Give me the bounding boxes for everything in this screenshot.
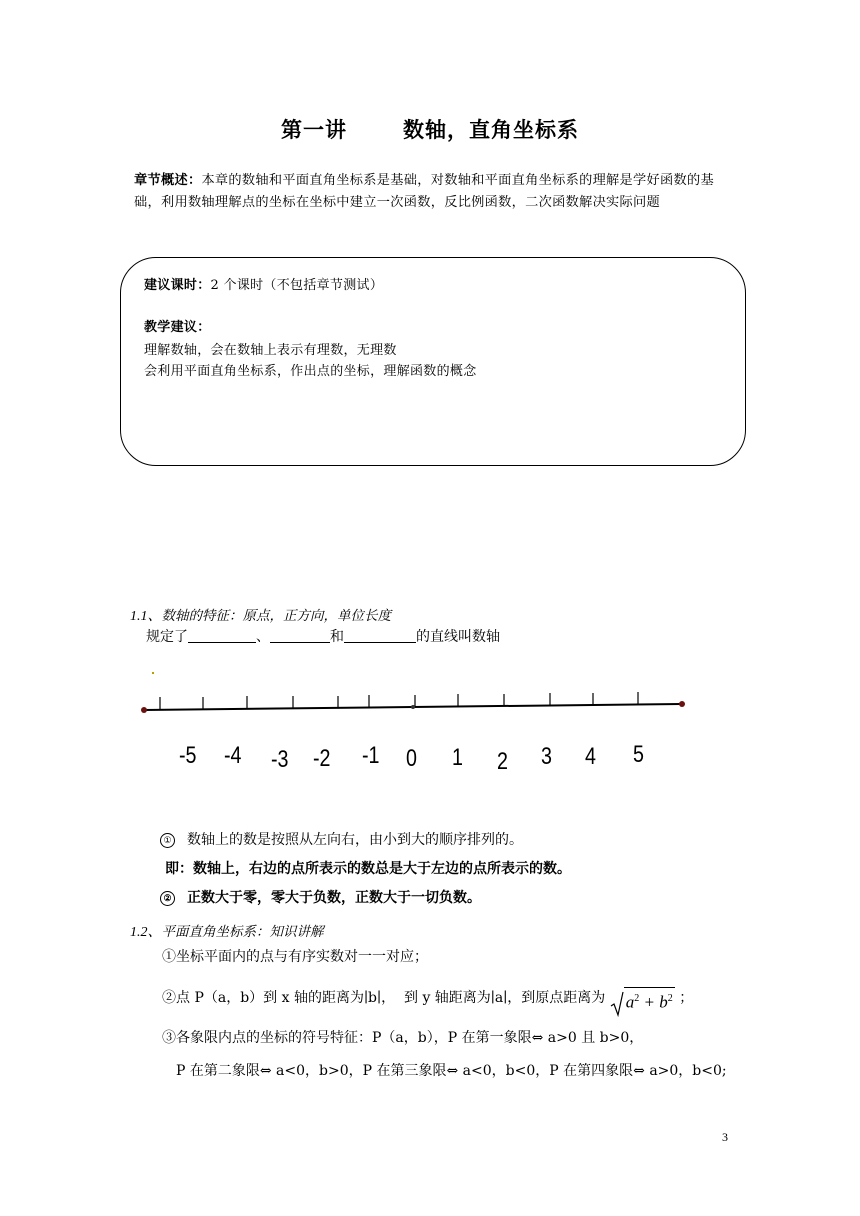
- coord-item-2a: ②点 P（a，b）到 x 轴的距离为∣b∣，: [162, 990, 396, 1006]
- tick-label-3: 3: [541, 743, 552, 770]
- point-1-note: 即：数轴上，右边的点所表示的数总是大于左边的点所表示的数。: [165, 861, 571, 877]
- chapter-overview: [134, 170, 734, 214]
- tick-label-neg3: -3: [271, 746, 289, 773]
- teaching-line-2: 会利用平面直角坐标系，作出点的坐标，理解函数的概念: [144, 364, 477, 379]
- suggested-hours: [144, 276, 383, 296]
- section-1-1-num: 1.1、: [130, 609, 162, 624]
- stray-mark: [152, 672, 154, 674]
- axis-right-end: [679, 701, 685, 707]
- coord-item-3: ③各象限内点的坐标的符号特征：P（a，b），P 在第一象限⇔ a>0 且 b>0，: [162, 1030, 644, 1046]
- axis-left-end: [141, 707, 147, 713]
- hours-label: 建议课时：: [144, 278, 211, 293]
- tick-label-1: 1: [452, 744, 463, 771]
- tick-label-neg2: -2: [313, 745, 331, 772]
- overview-label: 章节概述：: [134, 173, 202, 188]
- hours-text: 2 个课时（不包括章节测试）: [210, 278, 384, 293]
- section-1-2-heading: [130, 920, 324, 941]
- point-1: [160, 829, 523, 849]
- blank-1[interactable]: [188, 627, 256, 643]
- blank-2[interactable]: [270, 627, 330, 643]
- point-1-num: ①: [160, 833, 175, 848]
- page-title: [0, 114, 860, 144]
- tick-label-2: 2: [497, 748, 508, 775]
- point-1-text: 数轴上的数是按照从左向右，由小到大的顺序排列的。: [187, 832, 523, 848]
- tick-label-4: 4: [585, 743, 596, 770]
- tick-label-neg5: -5: [179, 742, 197, 769]
- tick-label-5: 5: [633, 741, 644, 768]
- overview-text: 本章的数轴和平面直角坐标系是基础，对数轴和平面直角坐标系的理解是学好函数的基础，利用数轴理解点的坐标在坐标中建立一次函数，反比例函数，二次函数解决实际问题: [134, 173, 714, 210]
- point-2: [160, 887, 481, 907]
- section-1-2-num: 1.2、: [130, 925, 162, 940]
- title-part2: 数轴，直角坐标系: [403, 118, 579, 142]
- fill-prefix: 规定了: [146, 629, 188, 645]
- point-2-num: ②: [160, 891, 175, 906]
- fill-suffix: 的直线叫数轴: [416, 629, 500, 645]
- tick-label-0: 0: [406, 745, 417, 772]
- section-1-2-text: 平面直角坐标系：知识讲解: [161, 924, 324, 940]
- coord-item-1: ①坐标平面内的点与有序实数对一一对应；: [162, 949, 428, 965]
- origin-point: [411, 705, 415, 709]
- coord-item-2: [162, 987, 693, 1017]
- blank-3[interactable]: [344, 627, 416, 643]
- radical-sign-icon: [610, 991, 624, 1017]
- number-line: [130, 664, 710, 724]
- page-number: 3: [722, 1130, 728, 1144]
- coord-item-2b: 到 y 轴距离为∣a∣，到原点距离为: [404, 990, 606, 1006]
- fill-in-sentence: [146, 626, 500, 646]
- tick-label-neg1: -1: [362, 742, 380, 769]
- coord-item-2-end: ；: [679, 990, 694, 1006]
- teaching-label: 教学建议：: [144, 320, 211, 335]
- title-part1: 第一讲: [281, 118, 347, 142]
- fill-sep1: 、: [256, 629, 270, 645]
- tick-label-neg4: -4: [224, 742, 242, 769]
- section-1-1-heading: [130, 604, 391, 625]
- coord-item-4: P 在第二象限⇔ a<0，b>0，P 在第三象限⇔ a<0，b<0，P 在第四象限⇔ a>0，b<0;: [176, 1063, 727, 1079]
- section-1-1-text: 数轴的特征：原点，正方向，单位长度: [161, 608, 391, 624]
- point-2-text: 正数大于零，零大于负数，正数大于一切负数。: [187, 890, 481, 906]
- fill-sep2: 和: [330, 629, 344, 645]
- sqrt-expression: $a^2 + b^2$: [610, 987, 675, 1017]
- teaching-line-1: 理解数轴，会在数轴上表示有理数，无理数: [144, 343, 397, 358]
